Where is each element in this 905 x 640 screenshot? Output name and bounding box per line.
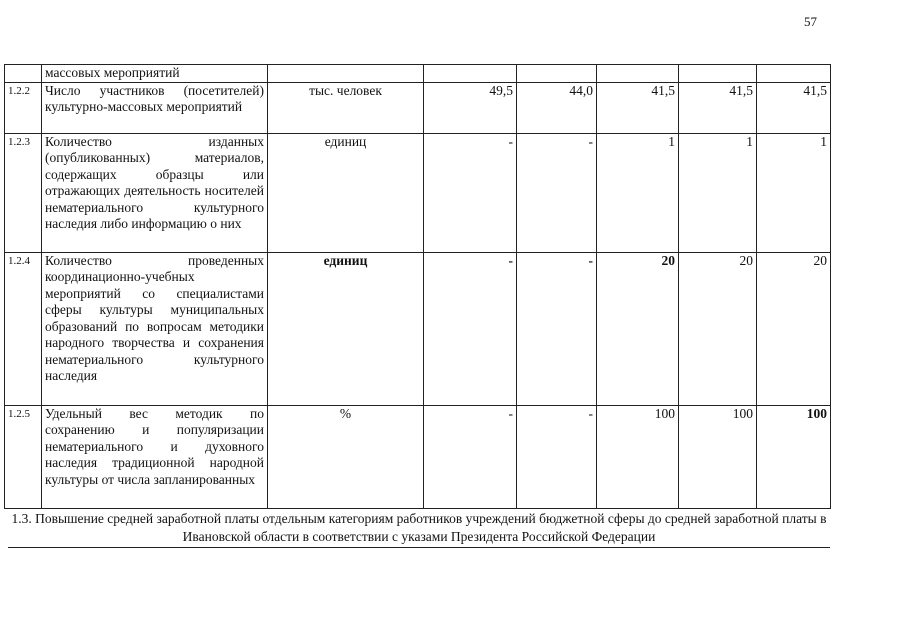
row-number: 1.2.2 bbox=[5, 82, 42, 133]
row-value: 44,0 bbox=[517, 82, 597, 133]
table-row bbox=[5, 133, 831, 252]
row-value: - bbox=[517, 405, 597, 508]
page-number: 57 bbox=[804, 14, 817, 29]
row-description: массовых мероприятий bbox=[42, 65, 268, 83]
row-value: 1 bbox=[597, 133, 679, 252]
section-heading: 1.3. Повышение средней заработной платы отдельным категориям работников учреждений бюджетной сферы до средней заработной платы в Ивановской области в соответствии с указами Президента Российской Федерации bbox=[8, 510, 830, 548]
row-value: 49,5 bbox=[424, 82, 517, 133]
row-value: 20 bbox=[679, 252, 757, 405]
table-row bbox=[5, 405, 831, 508]
row-value: - bbox=[424, 133, 517, 252]
row-number: 1.2.3 bbox=[5, 133, 42, 252]
row-unit: тыс. человек bbox=[268, 82, 424, 133]
table-row bbox=[5, 252, 831, 405]
table-row-continuation bbox=[5, 65, 831, 83]
row-value: 100 bbox=[757, 405, 831, 508]
table-row bbox=[5, 82, 831, 133]
row-unit: % bbox=[268, 405, 424, 508]
row-value: 41,5 bbox=[597, 82, 679, 133]
row-value: 20 bbox=[757, 252, 831, 405]
row-value: 1 bbox=[679, 133, 757, 252]
row-value: 100 bbox=[597, 405, 679, 508]
row-number: 1.2.4 bbox=[5, 252, 42, 405]
row-unit: единиц bbox=[268, 252, 424, 405]
row-value: 41,5 bbox=[679, 82, 757, 133]
row-description: Количество изданных (опубликованных) материалов, содержащих образцы или отражающих деятельность носителей нематериального культурного наследия либо информацию о них bbox=[42, 133, 268, 252]
row-value: - bbox=[424, 405, 517, 508]
row-value: - bbox=[517, 252, 597, 405]
row-value: - bbox=[424, 252, 517, 405]
row-description: Удельный вес методик по сохранению и популяризации нематериального и духовного наследия традиционной народной культуры от числа запланированных bbox=[42, 405, 268, 508]
row-value: - bbox=[517, 133, 597, 252]
row-value: 1 bbox=[757, 133, 831, 252]
row-number: 1.2.5 bbox=[5, 405, 42, 508]
row-value: 20 bbox=[597, 252, 679, 405]
row-description: Число участников (посетителей) культурно-массовых мероприятий bbox=[42, 82, 268, 133]
indicators-table bbox=[4, 64, 831, 509]
row-value: 100 bbox=[679, 405, 757, 508]
row-value: 41,5 bbox=[757, 82, 831, 133]
row-description: Количество проведенных координационно-учебных мероприятий со специалистами сферы культуры муниципальных образований по вопросам методики народного творчества и сохранения нематериального культурного наследия bbox=[42, 252, 268, 405]
row-unit: единиц bbox=[268, 133, 424, 252]
